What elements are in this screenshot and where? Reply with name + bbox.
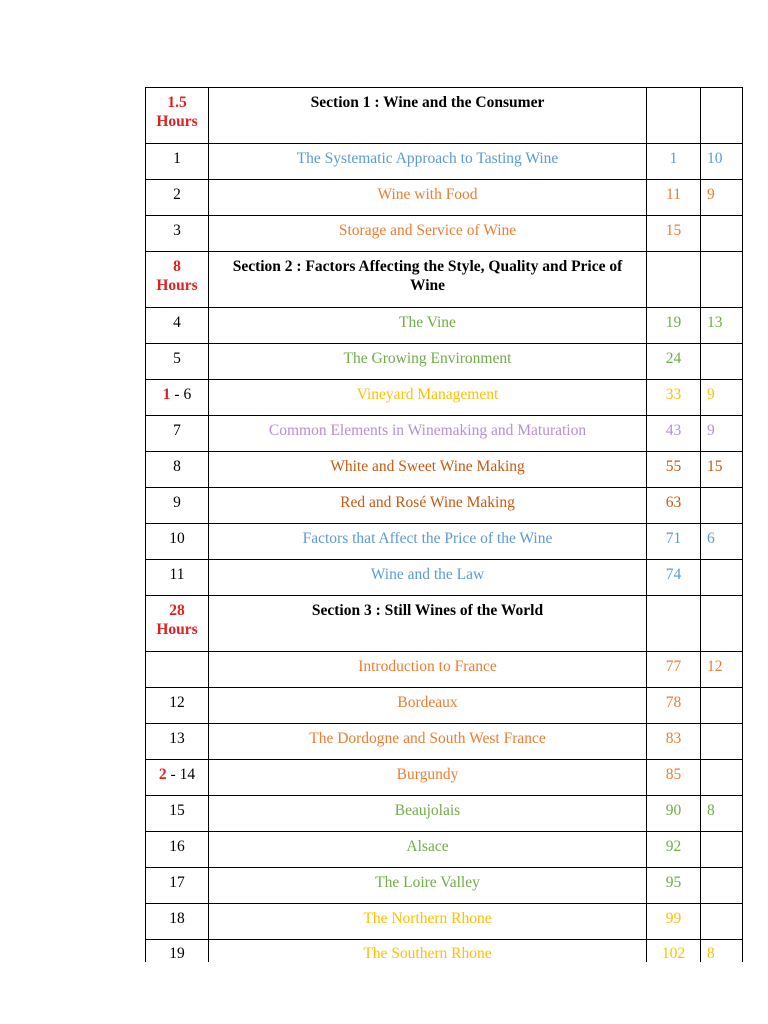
hours-cell	[701, 308, 743, 344]
unit-page: 15	[665, 222, 682, 239]
unit-number: 12	[169, 694, 185, 711]
hours-cell	[701, 904, 743, 940]
unit-number	[146, 760, 208, 784]
unit-hours	[707, 688, 742, 693]
page-number-cell	[647, 308, 701, 344]
unit-page: 71	[665, 530, 682, 547]
unit-number-cell	[146, 380, 209, 416]
page-number-cell	[647, 524, 701, 560]
hours-cell	[701, 452, 743, 488]
unit-number: 5	[173, 350, 181, 367]
title-cell	[209, 252, 647, 308]
section-title: Section 2 : Factors Affecting the Style, Quality and Price of Wine	[232, 258, 623, 294]
page-number-cell	[647, 796, 701, 832]
unit-number: 18	[169, 910, 185, 927]
unit-number-cell	[146, 252, 209, 308]
page-number-cell	[647, 380, 701, 416]
table-row	[146, 760, 743, 796]
unit-title: The Growing Environment	[343, 350, 512, 367]
unit-title: Bordeaux	[397, 694, 458, 711]
unit-number-cell	[146, 760, 209, 796]
unit-page: 24	[665, 350, 682, 367]
title-cell	[209, 796, 647, 832]
unit-page: 33	[665, 386, 682, 403]
unit-title: Introduction to France	[358, 658, 497, 675]
unit-number: 11	[169, 566, 185, 583]
page-number-cell	[647, 596, 701, 652]
hours-cell	[701, 488, 743, 524]
unit-number: 1	[173, 150, 181, 167]
unit-hours	[707, 904, 742, 909]
unit-hours: 6	[707, 530, 715, 547]
unit-hours	[707, 560, 742, 565]
unit-title: The Southern Rhone	[363, 945, 492, 962]
unit-number	[146, 380, 208, 404]
unit-number-cell	[146, 488, 209, 524]
unit-page: 99	[665, 910, 682, 927]
section-hours-value: 8	[173, 258, 181, 275]
unit-number: 17	[169, 874, 185, 891]
unit-hours	[707, 488, 742, 493]
unit-number: 8	[173, 458, 181, 475]
title-cell	[209, 868, 647, 904]
unit-page: 55	[665, 458, 682, 475]
table-row	[146, 796, 743, 832]
hours-cell	[701, 416, 743, 452]
hours-cell	[701, 688, 743, 724]
unit-page: 1	[669, 150, 678, 167]
unit-number-cell	[146, 940, 209, 963]
hours-cell	[701, 796, 743, 832]
unit-number-cell	[146, 144, 209, 180]
unit-number-cell	[146, 560, 209, 596]
unit-title: Storage and Service of Wine	[338, 222, 517, 239]
unit-number-cell	[146, 344, 209, 380]
table-row	[146, 308, 743, 344]
section-hours-label: Hours	[156, 113, 198, 130]
unit-hours	[707, 724, 742, 729]
title-cell	[209, 452, 647, 488]
title-cell	[209, 344, 647, 380]
section-row	[146, 596, 743, 652]
syllabus-table-body	[146, 88, 743, 963]
unit-title: Factors that Affect the Price of the Wine	[302, 530, 553, 547]
unit-page: 90	[665, 802, 682, 819]
title-cell	[209, 216, 647, 252]
page-number-cell	[647, 416, 701, 452]
unit-number: 10	[169, 530, 185, 547]
unit-hours: 8	[707, 945, 715, 962]
title-cell	[209, 652, 647, 688]
unit-hours: 9	[707, 386, 715, 403]
unit-title: The Dordogne and South West France	[309, 730, 546, 747]
page-number-cell	[647, 868, 701, 904]
unit-number-cell	[146, 216, 209, 252]
unit-number-cell	[146, 652, 209, 688]
unit-number-cell	[146, 868, 209, 904]
unit-title: The Systematic Approach to Tasting Wine	[296, 150, 559, 167]
section-row	[146, 88, 743, 144]
unit-title: Wine with Food	[377, 186, 478, 203]
table-row	[146, 416, 743, 452]
hours-cell	[701, 596, 743, 652]
section-hours-label: Hours	[156, 621, 198, 638]
unit-title: White and Sweet Wine Making	[330, 458, 525, 475]
hours-cell	[701, 524, 743, 560]
unit-number-value: - 6	[170, 386, 192, 403]
hours-cell	[701, 144, 743, 180]
unit-hours: 9	[707, 422, 715, 439]
table-row	[146, 652, 743, 688]
unit-number: 15	[169, 802, 185, 819]
unit-title: Vineyard Management	[356, 386, 499, 403]
unit-number-cell	[146, 524, 209, 560]
unit-page: 85	[665, 766, 682, 783]
hours-cell	[701, 560, 743, 596]
unit-hours	[707, 344, 742, 349]
title-cell	[209, 560, 647, 596]
unit-number-cell	[146, 416, 209, 452]
page-number-cell	[647, 904, 701, 940]
unit-page: 78	[665, 694, 682, 711]
section-title: Section 3 : Still Wines of the World	[311, 602, 544, 619]
hours-cell	[701, 760, 743, 796]
section-title: Section 1 : Wine and the Consumer	[310, 94, 545, 111]
section-hours-label: Hours	[156, 277, 198, 294]
hours-cell	[701, 724, 743, 760]
table-row	[146, 940, 743, 963]
unit-page: 63	[665, 494, 682, 511]
unit-number-cell	[146, 904, 209, 940]
page-number-cell	[647, 652, 701, 688]
unit-hours: 15	[707, 458, 723, 475]
table-row	[146, 180, 743, 216]
unit-number-cell	[146, 596, 209, 652]
hours-cell	[701, 88, 743, 144]
page-number-cell	[647, 452, 701, 488]
table-row	[146, 868, 743, 904]
hours-cell	[701, 940, 743, 963]
unit-number: 4	[173, 314, 181, 331]
table-row	[146, 216, 743, 252]
title-cell	[209, 88, 647, 144]
table-row	[146, 560, 743, 596]
title-cell	[209, 940, 647, 963]
table-row	[146, 380, 743, 416]
table-row	[146, 724, 743, 760]
page-number-cell	[647, 940, 701, 963]
table-row	[146, 904, 743, 940]
hours-cell	[701, 652, 743, 688]
page-number-cell	[647, 216, 701, 252]
unit-hours: 8	[707, 802, 715, 819]
table-row	[146, 488, 743, 524]
unit-title: Burgundy	[396, 766, 459, 783]
title-cell	[209, 416, 647, 452]
unit-number-cell	[146, 688, 209, 724]
unit-page: 102	[661, 945, 686, 962]
title-cell	[209, 832, 647, 868]
section-hours	[146, 252, 208, 295]
unit-page: 77	[665, 658, 682, 675]
unit-title: The Vine	[399, 314, 456, 331]
page-number-cell	[647, 832, 701, 868]
table-row	[146, 832, 743, 868]
hours-cell	[701, 380, 743, 416]
unit-hours: 10	[707, 150, 723, 167]
unit-hours: 9	[707, 186, 715, 203]
unit-number-cell	[146, 180, 209, 216]
unit-title: Alsace	[406, 838, 449, 855]
title-cell	[209, 380, 647, 416]
unit-page: 92	[665, 838, 682, 855]
section-hours-value: 28	[169, 602, 185, 619]
unit-title: Beaujolais	[394, 802, 461, 819]
unit-number-cell	[146, 88, 209, 144]
title-cell	[209, 524, 647, 560]
page-number-cell	[647, 560, 701, 596]
hours-cell	[701, 868, 743, 904]
unit-number-value: - 14	[166, 766, 196, 783]
page-number-cell	[647, 180, 701, 216]
unit-number-hours: 2	[158, 766, 167, 783]
page-number-cell	[647, 688, 701, 724]
title-cell	[209, 144, 647, 180]
unit-number-cell	[146, 724, 209, 760]
unit-number-cell	[146, 796, 209, 832]
title-cell	[209, 488, 647, 524]
unit-title: Common Elements in Winemaking and Maturation	[268, 422, 587, 439]
unit-hours: 12	[707, 658, 723, 675]
unit-page: 19	[665, 314, 682, 331]
unit-number-cell	[146, 452, 209, 488]
unit-title: Wine and the Law	[370, 566, 485, 583]
unit-hours	[707, 868, 742, 873]
unit-number: 9	[173, 494, 181, 511]
unit-page: 43	[665, 422, 682, 439]
title-cell	[209, 180, 647, 216]
section-row	[146, 252, 743, 308]
title-cell	[209, 688, 647, 724]
table-row	[146, 344, 743, 380]
hours-cell	[701, 180, 743, 216]
section-hours	[146, 596, 208, 639]
page-number-cell	[647, 760, 701, 796]
unit-number: 7	[173, 422, 181, 439]
hours-cell	[701, 832, 743, 868]
unit-hours: 13	[707, 314, 723, 331]
unit-number: 2	[173, 186, 181, 203]
unit-number: 13	[169, 730, 185, 747]
page-number-cell	[647, 144, 701, 180]
section-hours-value: 1.5	[167, 94, 187, 111]
unit-title: The Northern Rhone	[363, 910, 492, 927]
syllabus-table	[145, 87, 743, 962]
title-cell	[209, 760, 647, 796]
unit-number	[146, 652, 208, 657]
unit-page: 95	[665, 874, 682, 891]
title-cell	[209, 308, 647, 344]
title-cell	[209, 904, 647, 940]
unit-page: 11	[666, 186, 681, 203]
unit-hours	[707, 832, 742, 837]
hours-cell	[701, 344, 743, 380]
unit-hours	[707, 760, 742, 765]
unit-number-cell	[146, 832, 209, 868]
title-cell	[209, 596, 647, 652]
unit-hours	[707, 216, 742, 221]
table-row	[146, 524, 743, 560]
unit-page: 83	[665, 730, 682, 747]
unit-number-hours: 1	[162, 386, 171, 403]
table-row	[146, 144, 743, 180]
hours-cell	[701, 252, 743, 308]
section-hours	[146, 88, 208, 131]
unit-number: 16	[169, 838, 185, 855]
table-row	[146, 688, 743, 724]
unit-page: 74	[665, 566, 682, 583]
table-row	[146, 452, 743, 488]
unit-title: The Loire Valley	[375, 874, 480, 891]
page-number-cell	[647, 724, 701, 760]
hours-cell	[701, 216, 743, 252]
page-number-cell	[647, 88, 701, 144]
unit-number: 19	[169, 945, 185, 962]
unit-number-cell	[146, 308, 209, 344]
page-number-cell	[647, 252, 701, 308]
page-number-cell	[647, 488, 701, 524]
page-number-cell	[647, 344, 701, 380]
unit-number: 3	[173, 222, 181, 239]
title-cell	[209, 724, 647, 760]
unit-title: Red and Rosé Wine Making	[340, 494, 515, 511]
